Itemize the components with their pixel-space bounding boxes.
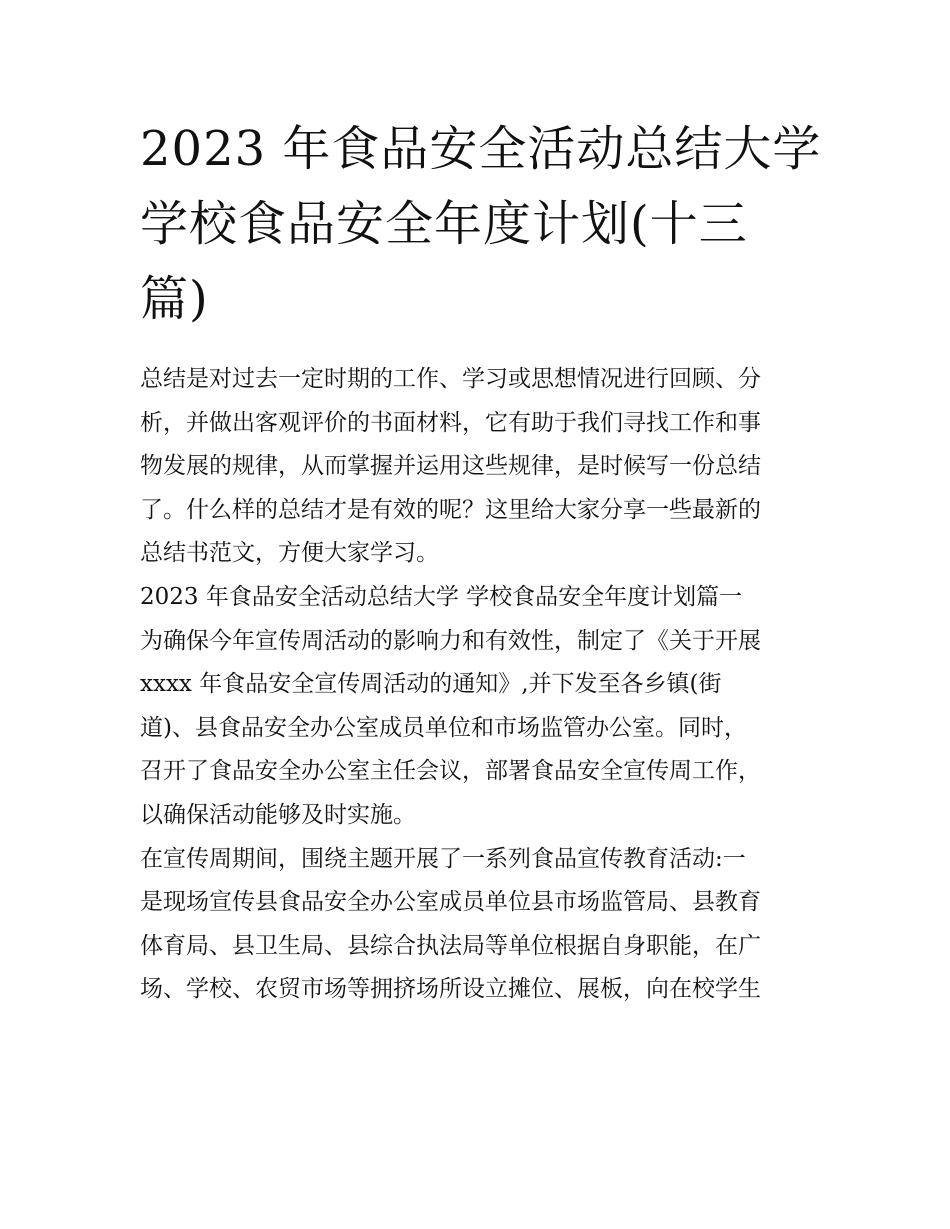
title-line-3: 篇) <box>140 271 209 327</box>
body-line: 是现场宣传县食品安全办公室成员单位县市场监管局、县教育 <box>140 889 761 916</box>
body-line: xxxx 年食品安全宣传周活动的通知》,并下发至各乡镇(街 <box>140 671 722 698</box>
body-line: 场、学校、农贸市场等拥挤场所设立摊位、展板，向在校学生 <box>140 976 761 1003</box>
body-line: 物发展的规律，从而掌握并运用这些规律，是时候写一份总结 <box>140 453 761 480</box>
body-line: 析，并做出客观评价的书面材料，它有助于我们寻找工作和事 <box>140 409 761 436</box>
body-line: 为确保今年宣传周活动的影响力和有效性，制定了《关于开展 <box>140 627 761 654</box>
body-line: 总结书范文，方便大家学习。 <box>140 540 439 567</box>
body-line: 体育局、县卫生局、县综合执法局等单位根据自身职能，在广 <box>140 932 761 959</box>
document-title <box>140 112 820 337</box>
body-line: 在宣传周期间，围绕主题开展了一系列食品宣传教育活动:一 <box>140 845 746 872</box>
title-line-2: 学校食品安全年度计划(十三 <box>140 196 748 252</box>
body-line: 道)、县食品安全办公室成员单位和市场监管办公室。同时， <box>140 714 747 741</box>
body-line: 以确保活动能够及时实施。 <box>140 801 416 828</box>
body-line: 了。什么样的总结才是有效的呢？这里给大家分享一些最新的 <box>140 496 761 523</box>
section-heading: 2023 年食品安全活动总结大学 学校食品安全年度计划篇一 <box>140 583 743 610</box>
document-body <box>140 358 830 1012</box>
title-line-1: 2023 年食品安全活动总结大学 <box>140 121 822 177</box>
body-line: 召开了食品安全办公室主任会议，部署食品安全宣传周工作， <box>140 758 761 785</box>
body-line: 总结是对过去一定时期的工作、学习或思想情况进行回顾、分 <box>140 366 761 392</box>
